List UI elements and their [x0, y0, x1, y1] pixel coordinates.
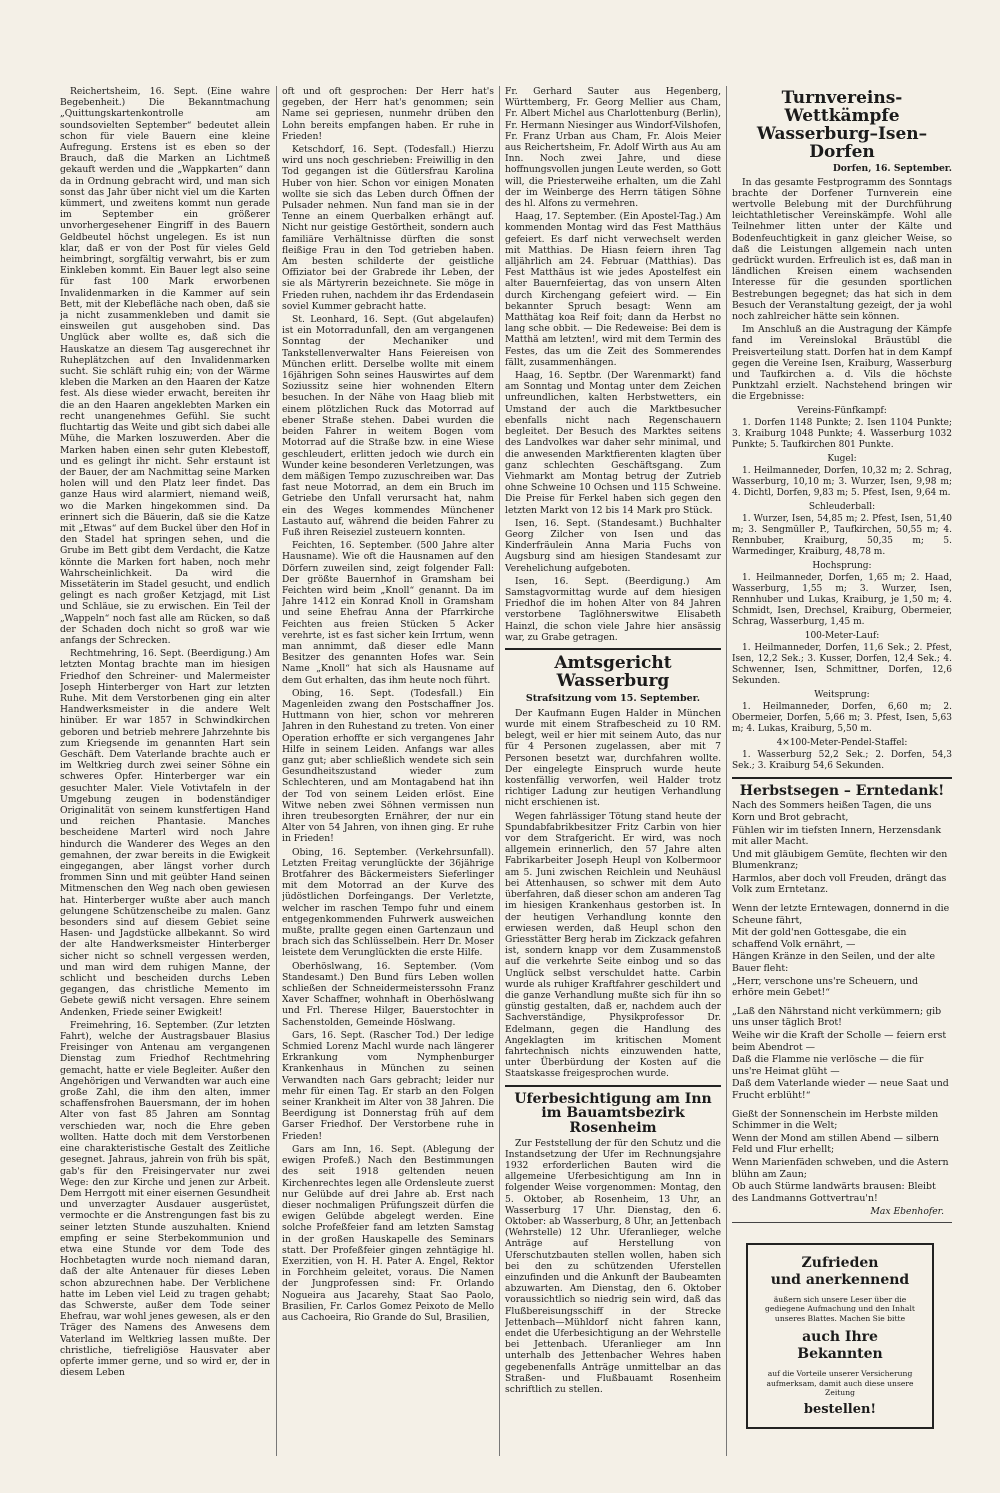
results-entry: 1. Heilmanneder, Dorfen, 11,6 Sek.; 2. Pfest, Isen, 12,2 Sek.; 3. Kusser, Dorfen, 12,4 Sek.; 4. Schwenner, Isen, Schmittner, Dorfen, 12,6 Sekunden.	[732, 642, 952, 686]
poem-line: Daß die Flamme nie verlösche — die für uns're Heimat glüht —	[732, 1054, 924, 1077]
results-category: Vereins-Fünfkampf:	[797, 405, 887, 416]
article-turnverein-1: In das gesamte Festprogramm des Sonntags brachte der Dorfener Turnverein eine wertvolle Belebung mit der Durchführung leichtathletischer Vereinskämpfe. Wohl alle Teilnehmer litten unter der Kälte und Bodenfeuchtigkeit in ganz gleicher Weise, so daß die Leistungen allgemein nach unten gedrückt wurden. Erfreulich ist es, daß man in ländlichen Kreisen einem wachsenden Interesse für die gesunden sportlichen Bestrebungen begegnet; das hat sich in dem Besuch der Veranstaltung gezeigt, der ja wohl noch zahlreicher hätte sein können.	[732, 176, 952, 323]
article-court-2: Wegen fahrlässiger Tötung stand heute der Spundabfabrikbesitzer Fritz Carbin von hier vor dem Strafgericht. Er wird, was noch allgemein erinnerlich, den 57 Jahre alten Fabrikarbeiter Joseph Heupl von Kolbermoor am 5. Juni zwischen Reichlein und Neuhäusl bei Attenhausen, so schwer mit dem Auto überfahren, daß dieser schon am anderen Tag im hiesigen Krankenhaus gestorben ist. In der heutigen Verhandlung konnte den erwiesen werden, daß Heupl schon den Griesstätter Berg herab im Zickzack gefahren ist, sondern knapp vor dem Zusammenstoß auf die verkehrte Seite einbog und so das Unglück selbst verschuldet hatte. Carbin wurde als ruhiger Kraftfahrer geschildert und die ganze Verhandlung mußte sich für ihn so günstig gestalten, daß er, nachdem auch der Sachverständige, Physikprofessor Dr. Edelmann, gegen die Handlung des Angeklagten im kritischen Moment fahrtechnisch nichts einzuwenden hatte, unter Überbürdung der Kosten auf die Staatskasse freigesprochen wurde.	[505, 810, 721, 1080]
article-isen-beerdigung: Isen, 16. Sept. (Beerdigung.) Am Samstagvormittag wurde auf dem hiesigen Friedhof die im hohen Alter von 84 Jahren verstorbene Taglöhnerswitwe Elisabeth Hainzl, die schon viele Jahre hier ansässig war, zu Grabe getragen.	[505, 575, 721, 643]
results-category: Hochsprung:	[812, 560, 872, 571]
section-heading-amtsgericht: Amtsgericht Wasserburg	[554, 652, 672, 691]
poem-line: Wenn der Mond am stillen Abend — silbern Feld und Flur erhellt;	[732, 1132, 939, 1156]
article-turnverein-2: Im Anschluß an die Austragung der Kämpfe fand im Vereinslokal Bräustübl die Preisverteilung statt. Dorfen hat in dem Kampf gegen die Vereine Isen, Kraiburg, Wasserburg und Taufkirchen a. d. Vils die höchste Punktzahl erzielt. Nachstehend bringen wir die Ergebnisse:	[732, 324, 952, 403]
poem-line: Daß dem Vaterlande wieder — neue Saat und Frucht erblüht!“	[732, 1078, 949, 1101]
poem-author: Max Ebenhofer.	[870, 1206, 944, 1218]
column-3	[505, 86, 721, 1466]
article-court-1: Der Kaufmann Eugen Halder in München wurde mit einem Strafbescheid zu 10 RM. belegt, weil er hier mit seinem Auto, das nur für 4 Personen zugelassen, aber mit 7 Personen besetzt war, durchfahren wollte. Der eingelegte Einspruch wurde heute kostenfällig verworfen, weil Halder trotz richtiger Ladung zur heutigen Verhandlung nicht erschienen ist.	[505, 707, 721, 809]
ad-headline: Zufrieden	[801, 1254, 879, 1271]
article-continuation: Fr. Gerhard Sauter aus Hegenberg, Württemberg, Fr. Georg Mellier aus Cham, Fr. Albert Michel aus Charlottenburg (Berlin), Fr. Hermann Niesinger aus Windorf-Vilshofen, Fr. Franz Urban aus Cham, Fr. Alois Meier aus Reichertsheim, Fr. Adolf Wirth aus Au am Inn. Noch zwei Jahre, und diese hoffnungsvollen jungen Leute werden, so Gott will, die Priesterweihe erhalten, um die Zahl der im Weinberge des Herrn tätigen Söhne des hl. Alfons zu vermehren.	[505, 86, 721, 210]
section-divider	[505, 648, 721, 650]
article-gars: Gars, 16. Sept. (Rascher Tod.) Der ledige Schmied Lorenz Machl wurde nach längerer Erkrankung vom Nymphenburger Krankenhaus in München zu seinen Verwandten nach Gars gebracht; leider nur mehr für einen Tag. Er starb an den Folgen seiner Krankheit im Alter von 38 Jahren. Die Beerdigung ist Donnerstag früh auf dem Garser Friedhof. Der Verstorbene ruhe in Frieden!	[282, 1029, 494, 1142]
results-category: 4×100-Meter-Pendel-Staffel:	[776, 737, 908, 748]
column-4	[732, 86, 952, 1466]
poem-line: Harmlos, aber doch voll Freuden, drängt das Volk zum Erntetanz.	[732, 872, 947, 896]
article-obing-todesfall: Obing, 16. Sept. (Todesfall.) Ein Magenleiden zwang den Postschaffner Jos. Huttmann von hier, schon vor mehreren Jahren in den Ruhestand zu treten. Von einer Operation erhoffte er sich vergangenes Jahr Hilfe in seinem Leiden. Anfangs war alles ganz gut; aber schließlich wendete sich sein Gesundheitszustand wieder zum Schlechteren, und am Montagabend hat ihn der Tod von seinem Leiden erlöst. Eine Witwe neben zwei Söhnen vermissen nun ihren treubesorgten Ernährer, der nur ein Alter von 54 Jahren, von ihnen ging. Er ruhe in Frieden!	[282, 687, 494, 845]
ad-headline: auch Ihre Bekannten	[797, 1329, 883, 1363]
results-entry: 1. Wurzer, Isen, 54,85 m; 2. Pfest, Isen, 51,40 m; 3. Sengmüller P., Taufkirchen, 50,55 m; 4. Rennbuber, Kraiburg, 50,35 m; 5. Warmedinger, Kraiburg, 48,78 m.	[732, 513, 952, 557]
article-ketschdorf: Ketschdorf, 16. Sept. (Todesfall.) Hierzu wird uns noch geschrieben: Freiwillig in den Tod gegangen ist die Gütlersfrau Karolina Huber von hier. Schon vor einigen Monaten wollte sie sich das Leben durch Öffnen der Pulsader nehmen. Nun fand man sie in der Tenne an einem Querbalken erhängt auf. Nicht nur geistige Gestörtheit, sondern auch familiäre Verhältnisse dürften die sonst fleißige Frau in den Tod getrieben haben. Am besten schilderte der geistliche Offiziator bei der Grabrede ihr Leben, der sie als Märtyrerin bezeichnete. Sie möge in Frieden ruhen, nachdem ihr das Erdendasein soviel Kummer gebracht hatte.	[282, 144, 494, 312]
poem-line: „Laß den Nährstand nicht verkümmern; gib uns unser täglich Brot!	[732, 1005, 942, 1029]
article-rechtmehring: Rechtmehring, 16. Sept. (Beerdigung.) Am letzten Montag brachte man im hiesigen Friedhof den Schreiner- und Malermeister Joseph Hinterberger von Hart zur letzten Ruhe. Mit dem Verstorbenen ging ein alter Handwerksmeister in die andere Welt hinüber. Er war 1857 in Schwindkirchen geboren und betrieb mehrere Jahrzehnte bis zum Kriegsende im genannten Hart sein Geschäft. Dem Vaterlande brachte auch er im Weltkrieg durch zwei seiner Söhne ein schweres Opfer. Hinterberger war ein gesuchter Maler. Viele Votivtafeln in der Umgebung zeugen in bodenständiger Originalität von seinem kunstfertigen Hand und reichen Phantasie. Manches bescheidene Marterl wird noch Jahre hindurch die Wanderer des Weges an den gemahnen, der zwar bereits in die Ewigkeit eingegangen, aber längst vorher durch frommen Sinn und mit geübter Hand seinen Mitmenschen den Weg nach oben gewiesen hat. Hinterberger wußte aber auch manch gelungene Schützenscheibe zu malen. Ganz besonders sind auf diesem Gebiet seine Hasen- und Jagdstücke allbekannt. So wird der alte Handwerksmeister Hinterberger sicher nicht so schnell vergessen werden, und man wird dem ruhigen Manne, der schlicht und bescheiden durchs Leben gegangen, das christliche Memento im Gebete gewiß nicht versagen. Ehre seinem Andenken, Friede seiner Ewigkeit!	[60, 648, 270, 1018]
poem-line: Gießt der Sonnenschein im Herbste milden Schimmer in die Welt;	[732, 1108, 939, 1132]
article-isen-standesamt: Isen, 16. Sept. (Standesamt.) Buchhalter Georg Zilcher von Isen und das Kinderfräulein Anna Maria Fuchs von Augsburg sind am hiesigen Standesamt zur Verehelichung aufgeboten.	[505, 517, 721, 574]
column-rule	[276, 86, 277, 1456]
article-feichten: Feichten, 16. September. (500 Jahre alter Hausname). Wie oft die Hausnamen auf den Dörfern zuweilen sind, zeigt folgender Fall: Der größte Bauernhof in Gramsham bei Feichten wird beim „Knoll“ genannt. Da im Jahre 1412 ein Konrad Knoll in Gramsham und seine Ehefrau Anna der Pfarrkirche Feichten aus freien Stücken 5 Acker verehrte, ist es fast sicher kein Irrtum, wenn man annimmt, daß dieser edle Mann Besitzer des genannten Hofes war. Sein Name „Knoll“ hat sich als Hausname auf dem Gut erhalten, das ihm heute noch führt.	[282, 540, 494, 686]
results-entry: 1. Heilmanneder, Dorfen, 1,65 m; 2. Haad, Wasserburg, 1,55 m; 3. Wurzer, Isen, Rennhuber und Lukas, Kraiburg, je 1,50 m; 4. Schmidt, Isen, Drechsel, Kraiburg, Obermeier, Schrag, Wasserburg, 1,45 m.	[732, 572, 952, 627]
poem-line: Nach des Sommers heißen Tagen, die uns Korn und Brot gebracht,	[732, 800, 932, 823]
article-haag-warenmarkt: Haag, 16. Septbr. (Der Warenmarkt) fand am Sonntag und Montag unter dem Zeichen unfreundlichen, kalten Herbstwetters, ein Umstand der auch die Marktbesucher ebenfalls nicht nach Regenschauern begleitet. Der Besuch des Marktes seitens des Landvolkes war daher sehr minimal, und die anwesenden Marktfierenten klagten über ganz schlechten Geschäftsgang. Zum Viehmarkt am Montag betrug der Zutrieb ohne Schweine 10 Ochsen und 115 Schweine. Die Preise für Ferkel haben sich gegen den letzten Markt von 12 bis 14 Mark pro Stück.	[505, 370, 721, 516]
column-rule	[499, 86, 500, 1456]
column-2	[282, 86, 494, 1466]
article-obing-verkehrsunfall: Obing, 16. September. (Verkehrsunfall). Letzten Freitag verunglückte der 36jährige Brotfahrer des Bäckermeisters Sieferlinger mit dem Motorrad an der Kurve des jüdöstlichen Dorfeingangs. Der Verletzte, welcher im raschen Tempo fuhr und einem entgegenkommenden Fuhrwerk ausweichen mußte, prallte gegen einen Gartenzaun und brach sich das Schlüsselbein. Herr Dr. Moser leistete dem Verunglückten die erste Hilfe.	[282, 846, 494, 959]
advertisement-box	[746, 1243, 934, 1429]
article-haag-apostel: Haag, 17. September. (Ein Apostel-Tag.) Am kommenden Montag wird das Fest Matthäus gefeiert. Es darf nicht verwechselt werden mit Matthias. De Hiasn feiern ihren Tag alljährlich am 24. Februar (Matthias). Das Fest Matthäus ist wie jedes Apostelfest ein alter Bauernfeiertag, das von unsern Alten durch Kirchengang gefeiert wird. — Ein bekannter Spruch besagt: Wenn am Matthätag koa Reif foit; dann da Herbst no lang sche obbit. — Die Redeweise: Bei dem is Matthä am letzten!, wird mit dem Termin des Festes, das um die Zeit des Sommerendes fällt, zusammenhängen.	[505, 211, 721, 368]
results-list	[732, 406, 952, 772]
results-entry: 1. Heilmanneder, Dorfen, 6,60 m; 2. Obermeier, Dorfen, 5,66 m; 3. Pfest, Isen, 5,63 m; 4. Lukas, Kraiburg, 5,50 m.	[732, 701, 952, 734]
ad-headline: und anerkennend	[770, 1271, 910, 1288]
article-reichertsheim: Reichertsheim, 16. Sept. (Eine wahre Begebenheit.) Die Bekanntmachung „Quittungskartenkontrolle am soundsovielten September“ bedeutet allein schon für viele Bauern eine kleine Aufregung. Erstens ist es eben so der Brauch, daß die Marken an Lichtmeß gekauft werden und die „Wappkarten“ dann da in Ordnung gebracht wird, und man sich sonst das Jahr über nicht viel um die Karten kümmert, und zweitens kommt nun gerade im September ein größerer unvorhergesehener Eingriff in des Bauern Geldbeutel höchst ungelegen. Es ist nun klar, daß er von der Post für vieles Geld heimbringt, sorgfältig verwahrt, bis er zum Einkleben kommt. Ein Bauer legt also seine für fast 100 Mark erworbenen Invalidenmarken in die Kammer auf sein Bett, mit der Klebefläche nach oben, daß sie ja nicht zusammenkleben und damit sie einsweilen gut ausgehoben sind. Das Unglück aber wollte es, daß sich die Hauskatze an diesem Tag ausgerechnet ihr Ruheplätzchen auf den Invalidenmarken sucht. Sie schläft ruhig ein; von der Wärme kleben die Marken an den Haaren der Katze fest. Als diese wieder erwacht, bereiten ihr die an den Haaren angeklebten Marken ein recht unangenehmes Gefühl. Sie sucht fluchtartig das Weite und gibt sich dabei alle Mühe, die Marken loszuwerden. Aber die Marken haben einen sehr guten Klebestoff, und es gelingt ihr nicht. Sehr erstaunt ist der Bauer, der am Nachmittag seine Marken holen will und den Platz leer findet. Das ganze Haus wird alarmiert, niemand weiß, wo die Marken hingekommen sind. Da erinnert sich die Bäuerin, daß sie die Katze mit „Etwas“ auf dem Buckel über den Hof in den Stadel hat springen sehen, und die Grube im Bett gibt dem Verdacht, die Katze könnte die Marken fort haben, noch mehr Wahrscheinlichkeit. Da wird die Missetäterin im Stadel gesucht, und endlich gelingt es nach großer Ketzjagd, mit List und Schläue, sie zu erwischen. Ein Teil der „Wappeln“ noch fast alle am Rücken, so daß der Schaden doch nicht so groß war wie anfangs der Schrecken.	[60, 86, 270, 646]
poem-line: Wenn Marienfäden schweben, und die Astern blühn am Zaun;	[732, 1156, 949, 1180]
section-divider	[732, 777, 952, 779]
section-heading-uferbesichtigung: Uferbesichtigung am Inn im Bauamtsbezirk Rosenheim	[514, 1090, 712, 1136]
poem-line: Und mit gläubigem Gemüte, flechten wir den Blumenkranz;	[732, 848, 948, 872]
article-continuation: oft und oft gesprochen: Der Herr hat's gegeben, der Herr hat's genommen; sein Name sei gepriesen, nunmehr drüben den Lohn bereits empfangen haben. Er ruhe in Frieden!	[282, 86, 494, 142]
poem	[732, 800, 952, 1204]
poem-line: Fühlen wir im tiefsten Innern, Herzensdank mit aller Macht.	[732, 824, 942, 848]
poem-line: Mit der gold'nen Gottesgabe, die ein schaffend Volk ernährt, —	[732, 927, 907, 950]
article-freimehring: Freimehring, 16. September. (Zur letzten Fahrt), welche der Austragsbauer Blasius Freisinger von Antenau am vergangenen Dienstag zum Friedhof Rechtmehring gemacht, hatte er viele Begleiter. Außer den Angehörigen und Verwandten war auch eine große Zahl, die ihm den alten, immer schaffensfrohen Bauersmann, der im hohen Alter von fast 85 Jahren am Sonntag verschieden war, noch die Ehre geben wollten. Hatte doch mit dem Verstorbenen eine charakteristische Gestalt des Zeitliche gesegnet. Jahraus, jahrein von früh bis spät, gab's für den Freisingervater nur zwei Wege: den zur Kirche und jenen zur Arbeit. Dem Herrgott mit einer eisernen Gesundheit und unverzagter Ausdauer ausgerüstet, vermochte er die Anstrengungen fast bis zu seiner letzten Stunde auszuhalten. Kniend empfing er seine Sterbekommunion und etwa eine Stunde vor dem Tode des Hochbetagten wurde noch niemand daran, daß der alte Antenauer für dieses Leben schon abzurechnen habe. Der Verblichene hatte im Leben viel Leid zu tragen gehabt; das Schwerste, außer dem Tode seiner Ehefrau, war wohl jenes gewesen, als er den Träger des Namens des Anwesens dem Vaterland im Weltkrieg lassen mußte. Der christliche, tiefreligiöse Hausvater aber opferte immer gerne, und so wird er, der in diesem Leben	[60, 1019, 270, 1379]
section-divider	[505, 1085, 721, 1087]
dateline: Dorfen, 16. September.	[832, 163, 952, 175]
section-divider	[732, 1222, 952, 1223]
results-category: 100-Meter-Lauf:	[804, 630, 880, 641]
results-category: Schleuderball:	[808, 501, 876, 512]
article-gars-am-inn: Gars am Inn, 16. Sept. (Ablegung der ewigen Profeß.) Nach den Bestimmungen des seit 1918 geltenden neuen Kirchenrechtes legen alle Ordensleute zuerst nur Gelübde auf drei Jahre ab. Erst nach dieser nochmaligen Prüfungszeit dürfen die ewigen Gelübde abgelegt werden. Eine solche Profeßfeier fand am letzten Samstag in der großen Hauskapelle des Seminars statt. Der Profeßfeier gingen zehntägige hl. Exerzitien, von H. H. Pater A. Engel, Rektor in Forchheim geleitet, voraus. Die Namen der Jungprofessen sind: Fr. Orlando Nogueira aus Jacarehy, Staat Sao Paolo, Brasilien, Fr. Carlos Gomez Peixoto de Mello aus Cachoeira, Rio Grande do Sul, Brasilien,	[282, 1143, 494, 1323]
article-oberhoeslwang: Oberhöslwang, 16. September. (Vom Standesamt.) Den Bund fürs Leben wollen schließen der Schneidermeisterssohn Franz Xaver Schaffner, wohnhaft in Oberhöslwang und Frl. Therese Hilger, Bauerstochter in Sachenstolden, Gemeinde Höslwang.	[282, 960, 494, 1028]
poem-line: Weihe wir die Kraft der Scholle — feiern erst beim Abendrot —	[732, 1030, 947, 1053]
poem-line: „Herr, verschone uns're Scheuern, und erhöre mein Gebet!“	[732, 975, 918, 999]
ad-callout: bestellen!	[803, 1401, 877, 1417]
ad-body: auf die Vorteile unserer Versicherung aufmerksam, damit auch diese unsere Zeitung	[766, 1369, 914, 1398]
poem-line: Ob auch Stürme landwärts brausen: Bleibt des Landmanns Gottvertrau'n!	[732, 1181, 936, 1204]
article-uferbesichtigung: Zur Feststellung der für den Schutz und die Instandsetzung der Ufer im Rechnungsjahre 1932 erforderlichen Bauten wird die allgemeine Uferbesichtigung am Inn in folgender Weise vorgenommen: Montag, den 5. Oktober, ab Rosenheim, 13 Uhr, an Wasserburg 17 Uhr. Dienstag, den 6. Oktober: ab Wasserburg, 8 Uhr, an Jettenbach (Wehrstelle) 12 Uhr. Uferanlieger, welche Anträge auf Herstellung von Uferschutzbauten stellen wollen, haben sich bei den zu schützenden Uferstellen einzufinden und die Ankunft der Baubeamten abzuwarten. Am Dienstag, den 6. Oktober voraussichtlich so niedrig sein wird, daß das Flußbereisungsschiff in der Strecke Jettenbach—Mühldorf nicht fahren kann, endet die Uferbesichtigung an der Wehrstelle bei Jettenbach. Uferanlieger am Inn unterhalb des Jettenbacher Wehres haben gegebenenfalls Anträge unmittelbar an das Straßen- und Flußbauamt Rosenheim schriftlich zu stellen.	[505, 1137, 721, 1396]
column-rule	[726, 86, 727, 1456]
section-subheading: Strafsitzung vom 15. September.	[525, 692, 701, 704]
results-entry: 1. Heilmanneder, Dorfen, 10,32 m; 2. Schrag, Wasserburg, 10,10 m; 3. Wurzer, Isen, 9,98 m; 4. Dichtl, Dorfen, 9,83 m; 5. Pfest, Isen, 9,64 m.	[732, 465, 952, 498]
poem-line: Hängen Kränze in den Seilen, und der alte Bauer fleht:	[732, 951, 936, 975]
results-category: Weitsprung:	[814, 689, 870, 700]
results-entry: 1. Wasserburg 52,2 Sek.; 2. Dorfen, 54,3 Sek.; 3. Kraiburg 54,6 Sekunden.	[732, 749, 952, 771]
section-heading-herbstsegen: Herbstsegen – Erntedank!	[739, 782, 945, 799]
ad-body: äußern sich unsere Leser über die gediegene Aufmachung und den Inhalt unseres Blattes. Machen Sie bitte	[765, 1294, 915, 1323]
poem-line: Wenn der letzte Erntewagen, donnernd in die Scheune fährt,	[732, 903, 950, 926]
section-heading-turnvereins: Turnvereins-Wettkämpfe Wasserburg–Isen–Dorfen	[756, 88, 928, 162]
results-entry: 1. Dorfen 1148 Punkte; 2. Isen 1104 Punkte; 3. Kraiburg 1048 Punkte; 4. Wasserburg 1032 Punkte; 5. Taufkirchen 801 Punkte.	[732, 417, 952, 450]
column-1	[60, 86, 270, 1466]
article-st-leonhard: St. Leonhard, 16. Sept. (Gut abgelaufen) ist ein Motorradunfall, den am vergangenen Sonntag der Mechaniker und Tankstellenverwalter Hans Feiereisen von München erlitt. Derselbe wollte mit einem 16jährigen Sohn seines Hauswirtes auf dem Soziussitz seine hier wohnenden Eltern besuchen. In der Nähe von Haag blieb mit einem plötzlichen Ruck das Motorrad auf ebener Straße stehen. Dabei wurden die beiden Fahrer in weitem Bogen vom Motorrad auf die Straße bzw. in eine Wiese geschleudert, erlitten jedoch wie durch ein Wunder keine besonderen Verletzungen, was dem mäßigen Tempo zuzuschreiben war. Das fast neue Motorrad, an dem ein Bruch im Getriebe den Unfall verursacht hat, nahm ein des Weges kommendes Münchener Lastauto auf, während die beiden Fahrer zu Fuß ihren Reiseziel zusteuern konnten.	[282, 314, 494, 538]
results-category: Kugel:	[827, 453, 857, 464]
